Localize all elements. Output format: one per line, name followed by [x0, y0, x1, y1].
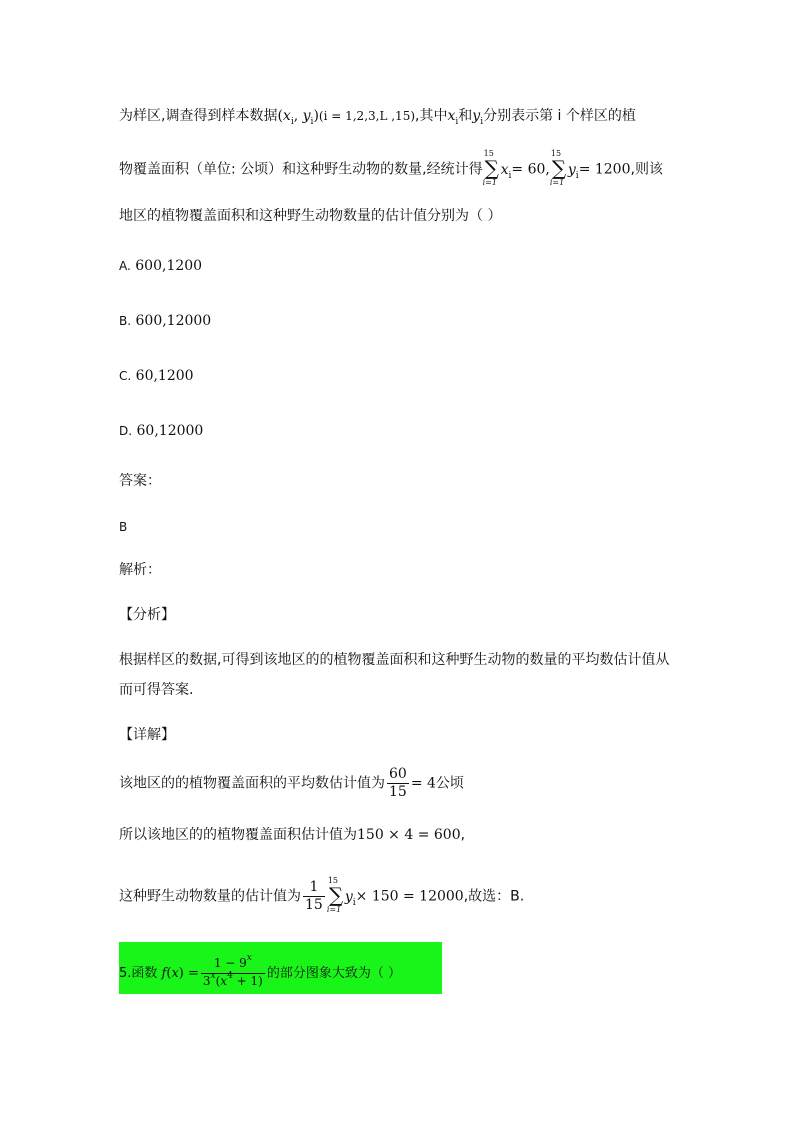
computation: 150 × 4 = 600: [357, 827, 461, 843]
detail-line-1: [119, 766, 464, 801]
sum-lower: i=1: [549, 178, 565, 187]
sample-data-pair: ($x_i$, $y_i$): [277, 108, 319, 127]
option-letter: A.: [119, 259, 131, 273]
fraction-denominator: 15: [305, 897, 323, 913]
fraction-numerator: 60: [389, 766, 407, 782]
detail-line-3: 这种野生动物数量的估计值为 $\frac{1}{15}$ 15 ∑ i=1 $y_i\times 150 = 12000$,故选：B.: [119, 879, 524, 914]
fraction-numerator: $1 - 9^x$: [201, 956, 265, 974]
denominator-base: 3: [202, 974, 211, 988]
unit-text: 公顷: [435, 775, 464, 792]
option-text: 600,12000: [135, 313, 212, 329]
text-fragment: 该地区的的植物覆盖面积的平均数估计值为: [119, 775, 385, 792]
sum-upper: 15: [550, 149, 562, 158]
text-fragment: ,则该: [630, 161, 663, 178]
option-c: [119, 366, 194, 386]
analysis-label: 解析：: [119, 562, 161, 578]
text-fragment: ,: [460, 827, 466, 843]
text-fragment: 的部分图象大致为（ ）: [266, 966, 401, 981]
sum-y: 15 ∑ i=1: [329, 885, 343, 908]
sum-upper: 15: [327, 876, 339, 885]
option-b: [119, 311, 211, 331]
function-name: f: [157, 966, 167, 981]
detail-line-2: [119, 825, 465, 845]
option-text: 60,1200: [135, 368, 194, 384]
text-fragment: 分别表示第 i 个样区的植: [483, 108, 636, 124]
question-5-text: 5.函数 f(x) = $\frac{1 - 9^x}{3^x(x^4 + 1)}$ 的部分图象大致为（ ）: [119, 956, 401, 991]
fenxi-line-1: 根据样区的数据,可得到该地区的的植物覆盖面积和这种野生动物的数量的平均数估计值从: [119, 652, 670, 668]
answer-label: 答案：: [119, 473, 161, 489]
option-d: [119, 421, 203, 441]
option-letter: D.: [119, 424, 133, 438]
question-4-line-2: 物覆盖面积（单位: 公顷）和这种野生动物的数量,经统计得 15 ∑ i=1 $x_i= 60$, 15 ∑ i=1 $y_i= 1200$,则该: [119, 158, 663, 182]
fraction-1-15: [303, 879, 325, 914]
question-5-highlight: [119, 942, 442, 994]
equals-value: = 4: [410, 775, 436, 792]
text-fragment: ,其中: [415, 108, 448, 124]
sum-lower: i=1: [326, 905, 342, 914]
function-fraction: [201, 953, 265, 991]
text-fragment: 为样区,调查得到样本数据: [119, 108, 278, 124]
question-4-line-3: 地区的植物覆盖面积和这种野生动物数量的估计值分别为（ ）: [119, 208, 502, 224]
option-letter: C.: [119, 369, 132, 383]
fenxi-heading: 【分析】: [119, 607, 175, 623]
option-text: 60,12000: [136, 423, 204, 439]
fraction-denominator: 15: [389, 784, 407, 800]
fraction-denominator: $3^x(x^4 + 1)$: [202, 971, 263, 988]
index-range: (i = 1,2,3,L ,15): [318, 109, 416, 123]
option-text: 600,1200: [135, 258, 203, 274]
fraction-60-15: [387, 766, 409, 801]
var-x: $x_i$: [447, 108, 459, 127]
fenxi-line-2: 而可得答案.: [119, 682, 194, 698]
sum-x: 15 ∑ i=1: [485, 158, 499, 181]
text-fragment: 和: [458, 108, 473, 124]
sum-x-value: = 60,: [511, 161, 550, 178]
computation: × 150 = 12000: [355, 888, 464, 905]
question-4-line-1: [119, 106, 636, 128]
question-number: 5.函数: [119, 966, 158, 981]
denominator-tail: + 1: [236, 974, 259, 988]
option-a: [119, 256, 202, 276]
text-fragment: ,故选：B.: [463, 888, 525, 905]
sum-y: 15 ∑ i=1: [552, 158, 566, 181]
text-fragment: 所以该地区的的植物覆盖面积估计值为: [119, 827, 357, 843]
sum-upper: 15: [483, 149, 494, 158]
text-fragment: 物覆盖面积（单位: 公顷）和这种野生动物的数量,经统计得: [119, 161, 483, 178]
answer-value: B: [119, 520, 128, 534]
sum-lower: i=1: [482, 178, 497, 187]
text-fragment: 这种野生动物数量的估计值为: [119, 888, 301, 905]
var-y: $y_i$: [472, 108, 484, 127]
xiangjie-heading: 【详解】: [119, 727, 175, 743]
option-letter: B.: [119, 314, 132, 328]
numerator-text: 1 − 9: [213, 956, 247, 970]
fraction-numerator: 1: [303, 879, 325, 897]
sum-y-value: = 1200: [578, 161, 631, 178]
